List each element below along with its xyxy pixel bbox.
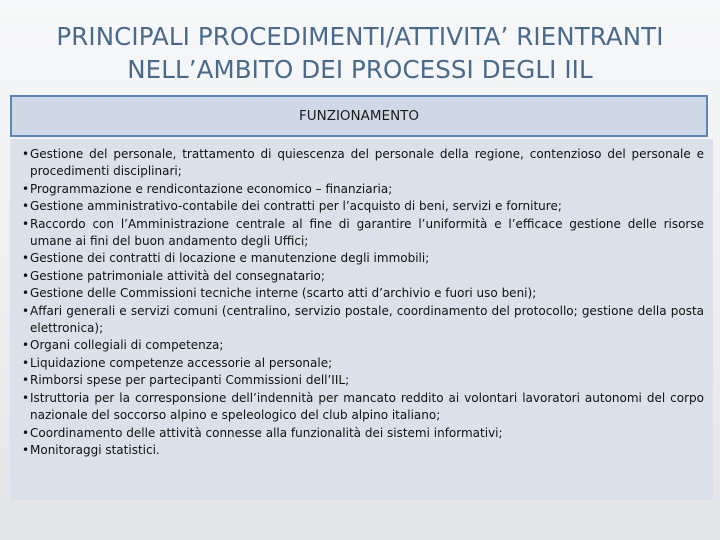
bullet-icon: • [22, 338, 30, 353]
bullet-icon: • [22, 251, 30, 266]
bullet-icon: • [22, 286, 30, 301]
list-item [22, 337, 704, 354]
bullet-icon: • [22, 390, 30, 405]
list-item-text: Gestione patrimoniale attività del consegnatario; [30, 268, 325, 283]
bullet-icon: • [22, 442, 30, 457]
list-item [22, 250, 704, 267]
slide-title [0, 20, 720, 86]
section-heading: FUNZIONAMENTO [298, 108, 420, 124]
list-item-text: Programmazione e rendicontazione economico – finanziaria; [30, 181, 393, 196]
list-item-text: Rimborsi spese per partecipanti Commissioni dell’IIL; [30, 373, 350, 388]
list-item [22, 372, 704, 389]
bullet-icon: • [22, 355, 30, 370]
slide-title-line-1: PRINCIPALI PROCEDIMENTI/ATTIVITA’ RIENTRANTI [56, 22, 664, 51]
list-item [22, 285, 704, 302]
list-item-text: Coordinamento delle attività connesse alla funzionalità dei sistemi informativi; [30, 425, 503, 440]
list-item [22, 390, 704, 425]
bullet-icon: • [22, 373, 30, 388]
list-item [22, 146, 704, 181]
list-item [22, 181, 704, 198]
content-panel [10, 139, 713, 500]
bullet-icon: • [22, 181, 30, 196]
bullet-icon: • [22, 216, 30, 231]
list-item-text: Gestione amministrativo-contabile dei contratti per l’acquisto di beni, servizi e forniture; [30, 199, 562, 214]
bullet-icon: • [22, 268, 30, 283]
list-item [22, 425, 704, 442]
list-item-text: Affari generali e servizi comuni (centralino, servizio postale, coordinamento del protocollo; gestione della posta elettronica); [30, 303, 704, 336]
bullet-icon: • [22, 147, 30, 161]
list-item-text: Monitoraggi statistici. [30, 442, 160, 457]
list-item [22, 268, 704, 285]
slide-title-line-2: NELL’AMBITO DEI PROCESSI DEGLI IIL [127, 55, 593, 84]
activity-list [22, 146, 704, 459]
list-item-text: Gestione del personale, trattamento di quiescenza del personale della regione, contenzioso del personale e procedimenti disciplinari; [30, 147, 704, 179]
list-item-text: Istruttoria per la corresponsione dell’indennità per mancato reddito ai volontari lavoratori autonomi del corpo nazionale del soccorso alpino e speleologico del club alpino italiano; [30, 390, 704, 423]
list-item-text: Organi collegiali di competenza; [30, 338, 224, 353]
list-item [22, 216, 704, 251]
bullet-icon: • [22, 425, 30, 440]
bullet-icon: • [22, 199, 30, 214]
bullet-icon: • [22, 303, 30, 318]
list-item-text: Gestione delle Commissioni tecniche interne (scarto atti d’archivio e fuori uso beni); [30, 286, 537, 301]
list-item [22, 442, 704, 459]
list-item [22, 355, 704, 372]
list-item [22, 198, 704, 215]
list-item-text: Raccordo con l’Amministrazione centrale al fine di garantire l’uniformità e l’efficace gestione delle risorse umane ai fini del buon andamento degli Uffici; [30, 216, 704, 249]
list-item-text: Liquidazione competenze accessorie al personale; [30, 355, 333, 370]
list-item [22, 303, 704, 338]
list-item-text: Gestione dei contratti di locazione e manutenzione degli immobili; [30, 251, 430, 266]
section-header-box [10, 95, 708, 137]
